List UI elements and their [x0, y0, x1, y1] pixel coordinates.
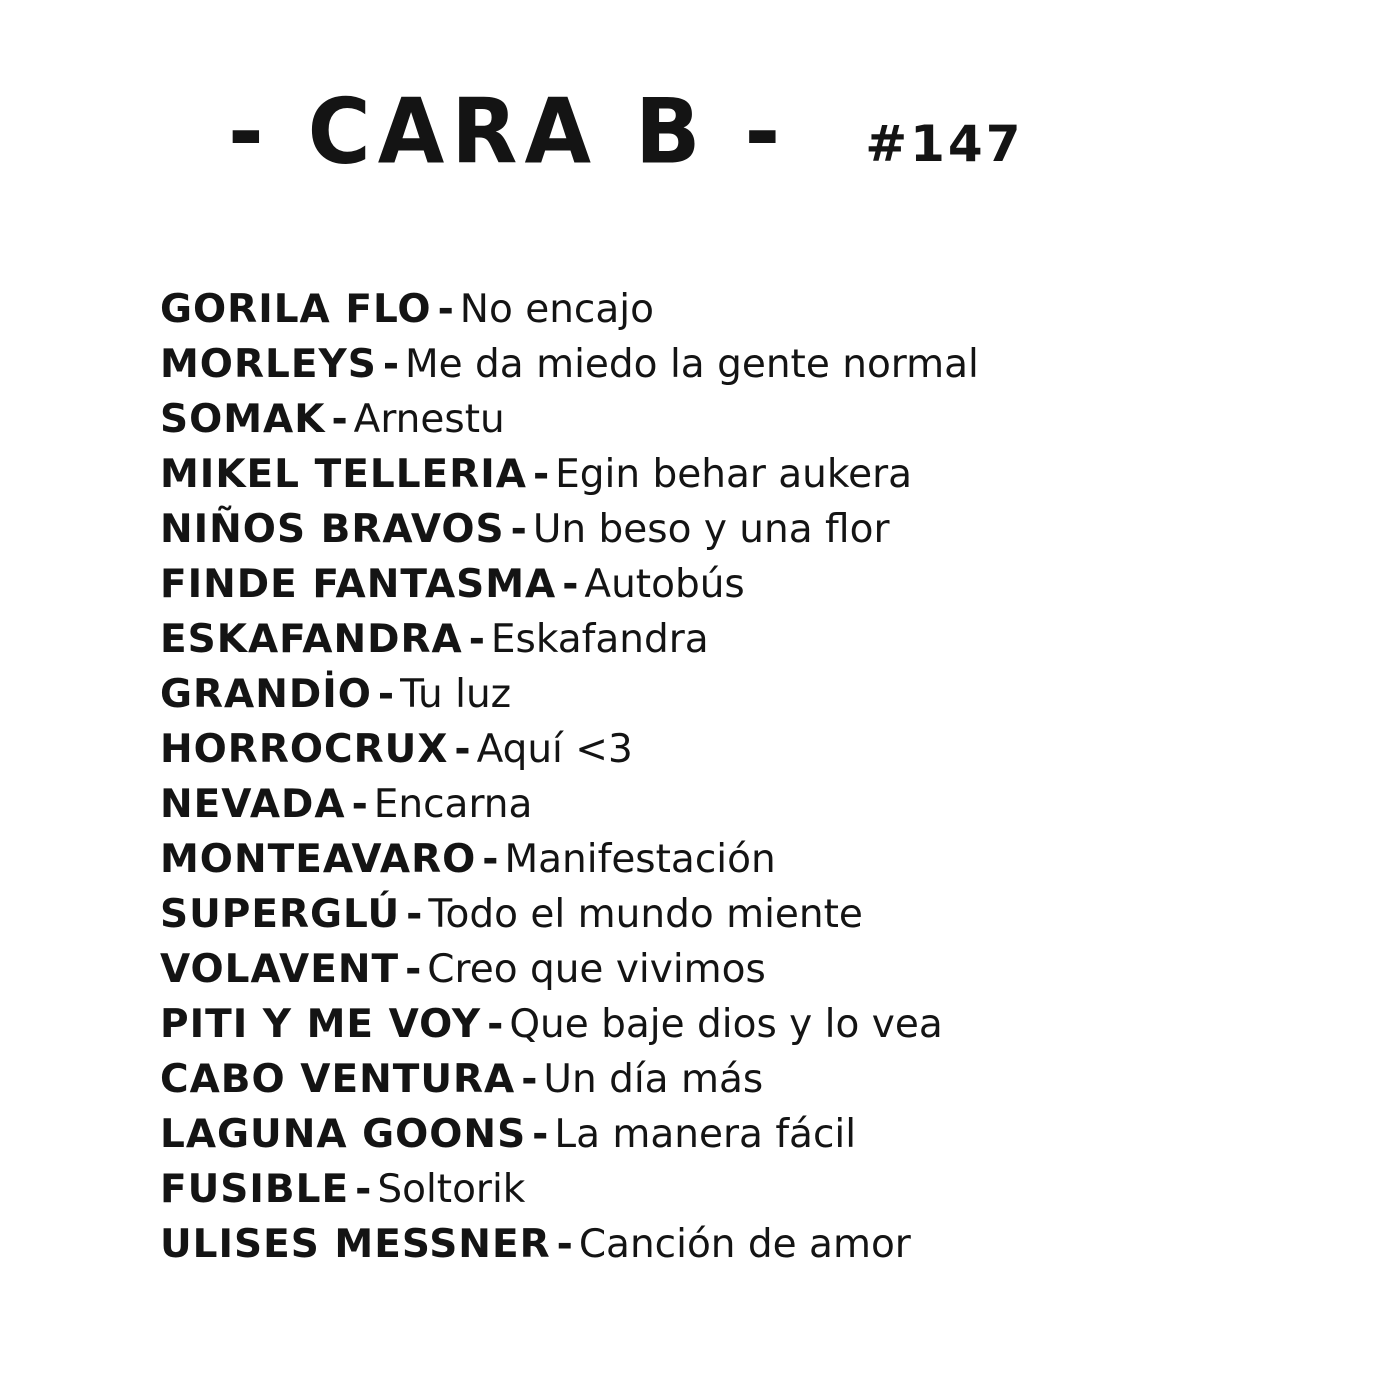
artist-name: NEVADA — [160, 782, 346, 827]
artist-name: SOMAK — [160, 397, 326, 442]
dash-separator: - — [521, 1057, 538, 1102]
song-title: Manifestación — [504, 837, 776, 882]
artist-name: MORLEYS — [160, 342, 377, 387]
song-title: Autobús — [584, 562, 745, 607]
song-title: Tu luz — [400, 672, 512, 717]
track-line — [160, 612, 979, 667]
page-title: - CARA B - — [228, 79, 788, 185]
track-line — [160, 1052, 979, 1107]
dash-separator: - — [454, 727, 471, 772]
track-line — [160, 997, 979, 1052]
artist-name: PITI Y ME VOY — [160, 1002, 482, 1047]
track-line — [160, 337, 979, 392]
artist-name: MONTEAVARO — [160, 837, 477, 882]
artist-name: ESKAFANDRA — [160, 617, 463, 662]
dash-separator: - — [562, 562, 579, 607]
track-line — [160, 887, 979, 942]
artist-name: LAGUNA GOONS — [160, 1112, 527, 1157]
song-title: Un día más — [543, 1057, 764, 1102]
artist-name: NIÑOS BRAVOS — [160, 507, 505, 552]
track-line — [160, 447, 979, 502]
dash-separator: - — [351, 782, 368, 827]
track-line — [160, 282, 979, 337]
song-title: No encajo — [459, 287, 654, 332]
song-title: Creo que vivimos — [427, 947, 766, 992]
song-title: Un beso y una flor — [532, 507, 890, 552]
artist-name: ULISES MESSNER — [160, 1222, 551, 1267]
artist-name: CABO VENTURA — [160, 1057, 516, 1102]
dash-separator: - — [532, 452, 550, 497]
song-title: Aquí <3 — [476, 727, 633, 772]
artist-name: MIKEL TELLERIA — [160, 452, 527, 497]
track-line — [160, 502, 979, 557]
track-line — [160, 1162, 979, 1217]
artist-name: GORILA FLO — [160, 287, 432, 332]
dash-separator: - — [487, 1002, 504, 1047]
dash-separator: - — [377, 672, 395, 717]
dash-separator: - — [532, 1112, 549, 1157]
song-title: Egin behar aukera — [555, 452, 913, 497]
song-title: Encarna — [373, 782, 533, 827]
dash-separator: - — [355, 1167, 372, 1212]
artist-name: HORROCRUX — [160, 727, 449, 772]
header — [228, 79, 1024, 185]
dash-separator: - — [382, 342, 400, 387]
track-line — [160, 557, 979, 612]
song-title: Soltorik — [377, 1167, 526, 1212]
dash-separator: - — [482, 837, 499, 882]
song-title: Canción de amor — [578, 1222, 911, 1267]
dash-separator: - — [556, 1222, 573, 1267]
dash-separator: - — [331, 397, 348, 442]
track-line — [160, 1217, 979, 1272]
track-line — [160, 832, 979, 887]
tracklist — [160, 282, 979, 1272]
song-title: Me da miedo la gente normal — [405, 342, 979, 387]
song-title: Arnestu — [353, 397, 505, 442]
song-title: La manera fácil — [554, 1112, 857, 1157]
dash-separator: - — [405, 947, 422, 992]
artist-name: SUPERGLÚ — [160, 892, 401, 937]
track-line — [160, 942, 979, 997]
issue-number: #147 — [865, 115, 1024, 173]
song-title: Eskafandra — [490, 617, 709, 662]
track-line — [160, 722, 979, 777]
artist-name: FINDE FANTASMA — [160, 562, 557, 607]
artist-name: VOLAVENT — [160, 947, 400, 992]
track-line — [160, 392, 979, 447]
song-title: Que baje dios y lo vea — [509, 1002, 943, 1047]
dash-separator: - — [406, 892, 423, 937]
dash-separator: - — [437, 287, 454, 332]
dash-separator: - — [510, 507, 527, 552]
track-line — [160, 777, 979, 832]
track-line — [160, 1107, 979, 1162]
song-title: Todo el mundo miente — [428, 892, 863, 937]
artist-name: FUSIBLE — [160, 1167, 350, 1212]
artist-name: GRANDİO — [160, 672, 372, 717]
dash-separator: - — [468, 617, 485, 662]
track-line — [160, 667, 979, 722]
